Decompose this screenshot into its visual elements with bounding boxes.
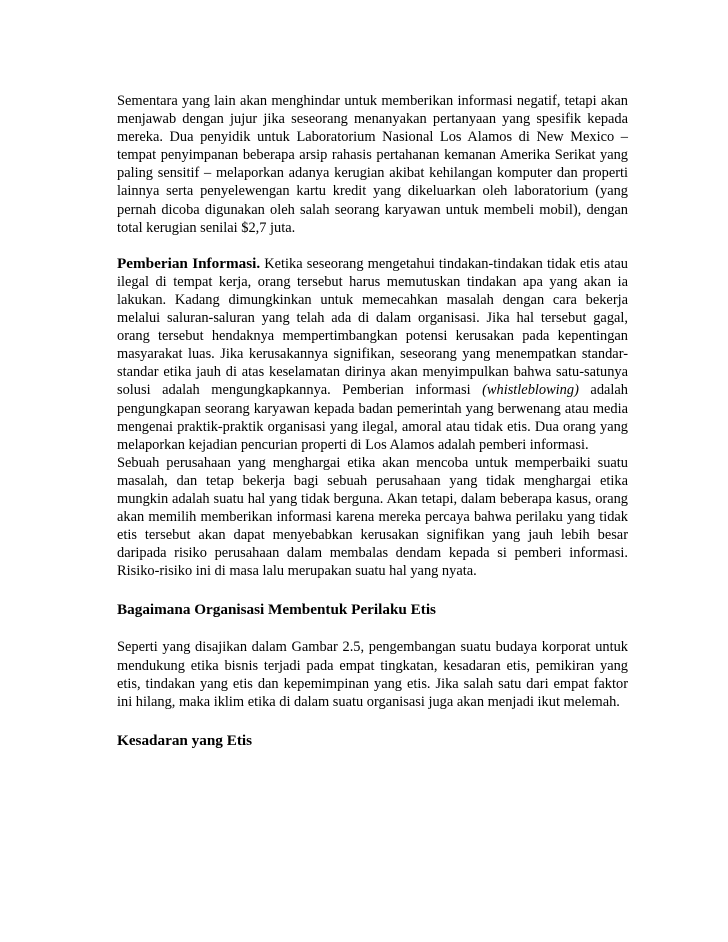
paragraph-text: adalah pengungkapan seorang karyawan kepada badan pemerintah yang berwenang atau media mengenai praktik-praktik organisasi yang ilegal, amoral atau tidak etis. Dua orang yang melaporkan kejadian pencurian properti di Los Alamos adalah pemberi informasi. bbox=[117, 382, 628, 453]
inline-heading-pemberian-informasi: Pemberian Informasi. bbox=[117, 254, 261, 272]
italic-term: (whistleblowing) bbox=[482, 382, 579, 399]
paragraph-text: Ketika seseorang mengetahui tindakan-tindakan tidak etis atau ilegal di tempat kerja, orang tersebut harus memutuskan tindakan apa yang akan ia lakukan. Kadang dimungkinkan untuk memecahkan masalah dengan cara bekerja melalui saluran-saluran yang telah ada di dalam organisasi. Jika hal tersebut gagal, orang tersebut hendaknya mempertimbangkan potensi kerusakan pada kepentingan masyarakat luas. Jika kerusakannya signifikan, seseorang yang menempatkan standar-standar etika jauh di atas keselamatan dirinya akan menyimpulkan bahwa satu-satunya solusi adalah mengungkapkannya. Pemberian informasi bbox=[117, 255, 628, 399]
paragraph-company-ethics: Sebuah perusahaan yang menghargai etika akan mencoba untuk memperbaiki suatu masalah, dan tetap bekerja bagi sebuah perusahaan yang tidak menghargai etika mungkin adalah suatu hal yang tidak berguna. Akan tetapi, dalam beberapa kasus, orang akan memilih memberikan informasi karena mereka percaya bahwa perilaku yang tidak etis tersebut akan dapat menyebabkan kerusakan signifikan yang jauh lebih besar daripada risiko perusahaan dalam membalas dendam kepada si pemberi informasi. Risiko-risiko ini di masa lalu merupakan suatu hal yang nyata. bbox=[117, 454, 628, 580]
paragraph-intro: Sementara yang lain akan menghindar untuk memberikan informasi negatif, tetapi akan menjawab dengan jujur jika seseorang menanyakan pertanyaan yang spesifik kepada mereka. Dua penyidik untuk Laboratorium Nasional Los Alamos di New Mexico – tempat penyimpanan beberapa arsip rahasis pertahanan kemanan Amerika Serikat yang paling sensitif – melaporkan adanya kerugian akibat kehilangan komputer dan properti lainnya serta penyelewengan kartu kredit yang dikeluarkan oleh laboratorium (yang pernah dicoba digunakan oleh salah seorang karyawan untuk membeli mobil), dengan total kerugian senilai $2,7 juta. bbox=[117, 93, 628, 236]
paragraph-whistleblowing bbox=[117, 255, 628, 454]
document-page bbox=[117, 92, 628, 750]
paragraph-culture: Seperti yang disajikan dalam Gambar 2.5, pengembangan suatu budaya korporat untuk mendukung etika bisnis terjadi pada empat tingkatan, kesadaran etis, pemikiran yang etis, tindakan yang etis dan kepemimpinan yang etis. Jika salah satu dari empat faktor ini hilang, maka iklim etika di dalam suatu organisasi juga akan menjadi ikut melemah. bbox=[117, 639, 628, 710]
section-heading-organisasi: Bagaimana Organisasi Membentuk Perilaku Etis bbox=[117, 601, 436, 619]
section-heading-kesadaran: Kesadaran yang Etis bbox=[117, 731, 253, 749]
